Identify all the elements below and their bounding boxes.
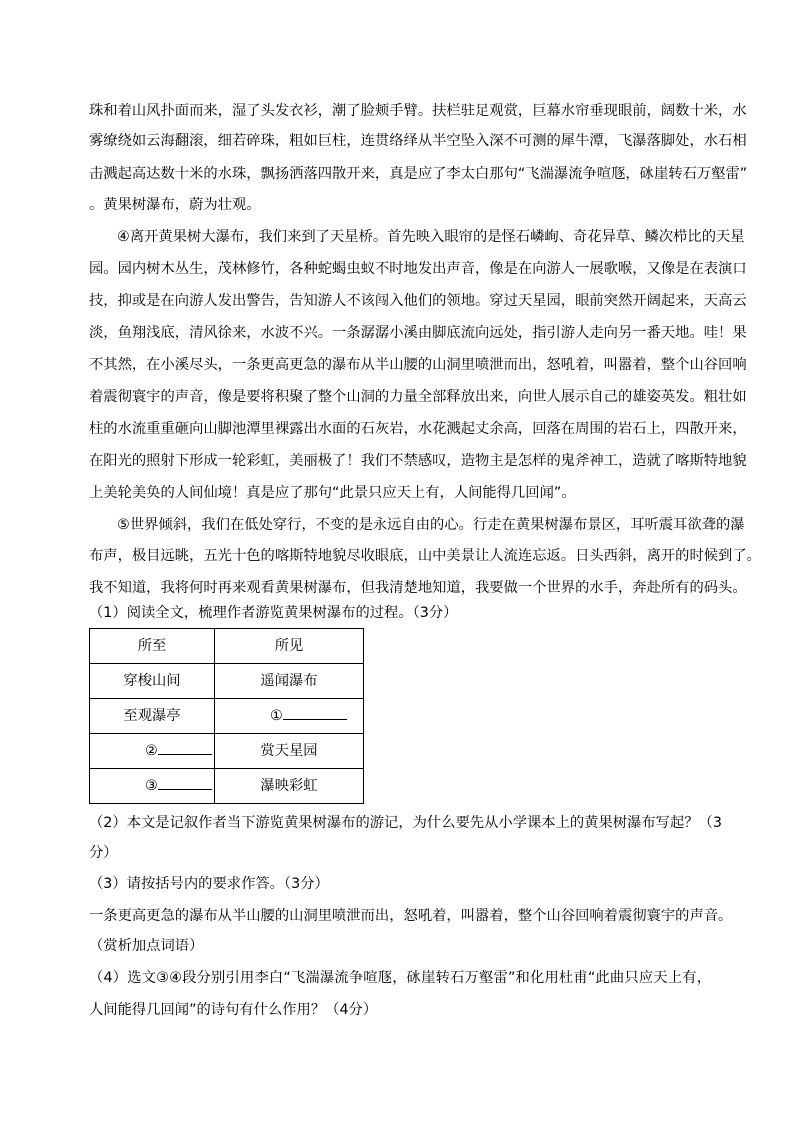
question-3: （3）请按括号内的要求作答。（3分） — [89, 876, 329, 892]
question-2-line: 分） — [89, 845, 118, 861]
table-row — [90, 664, 363, 699]
table-row — [90, 734, 363, 769]
header-cell-place: 所至 — [90, 629, 215, 663]
text-line: 技，抑或是在向游人发出警告，告知游人不该闯入他们的领地。穿过天星园，眼前突然开阔起来，天高云 — [89, 293, 747, 309]
table-cell: 瀑映彩虹 — [260, 778, 318, 794]
answer-blank-2[interactable] — [90, 734, 215, 768]
answer-blank-1[interactable] — [215, 699, 363, 733]
blank-underline — [158, 740, 212, 755]
text-line: 我不知道，我将何时再来观看黄果树瀑布，但我清楚地知道，我要做一个世界的水手，奔赴所有的码头。 — [89, 580, 747, 596]
blank-underline — [158, 775, 212, 790]
table-cell: 赏天星园 — [260, 743, 318, 759]
answer-blank-3[interactable] — [90, 769, 215, 804]
text-line: 上美轮美奂的人间仙境！真是应了那句“此景只应天上有，人间能得几回闻”。 — [89, 485, 576, 501]
table-header-row — [90, 629, 363, 664]
question-3-sentence: 一条更高更急的瀑布从半山腰的山洞里喷泄而出，怒吼着，叫嚣着，整个山谷回响着震彻寰宇的声音。 — [89, 908, 733, 924]
trip-table — [89, 628, 364, 804]
text-line: ⑤世界倾斜，我们在低处穿行，不变的是永远自由的心。行走在黄果树瀑布景区，耳听震耳欲聋的瀑 — [117, 517, 745, 533]
blank-underline — [283, 705, 347, 720]
text-line: 击溅起高达数十米的水珠，飘扬洒落四散开来，真是应了李太白那句“飞湍瀑流争喧豗，砯崖转石万壑雷” — [89, 166, 748, 182]
question-3-note: （赏析加点词语） — [89, 938, 204, 954]
table-cell: 至观瀑亭 — [90, 699, 215, 733]
table-cell: 穿梭山间 — [90, 664, 215, 698]
blank-marker: ③ — [145, 778, 158, 794]
text-line: ④离开黄果树大瀑布，我们来到了天星桥。首先映入眼帘的是怪石嶙峋、奇花异草、鳞次栉比的天星 — [117, 229, 745, 245]
question-4-line: （4）选文③④段分别引用李白“飞湍瀑流争喧豗，砯崖转石万壑雷”和化用杜甫“此曲只应天上有， — [89, 970, 711, 986]
question-1: （1）阅读全文，梳理作者游览黄果树瀑布的过程。（3分） — [89, 605, 458, 621]
blank-marker: ② — [145, 743, 158, 759]
text-line: 淡，鱼翔浅底，清风徐来，水波不兴。一条潺潺小溪由脚底流向远处，指引游人走向另一番天地。哇！果 — [89, 325, 747, 341]
text-line: 园。园内树木丛生，茂林修竹，各种蛇蝎虫蚁不时地发出声音，像是在向游人一展歌喉，又像是在表演口 — [89, 261, 747, 277]
text-line: 布声，极目远眺，五光十色的喀斯特地貌尽收眼底，山中美景让人流连忘返。日头西斜，离开的时候到了。 — [89, 548, 761, 564]
text-line: 珠和着山风扑面而来，湿了头发衣衫，潮了脸颊手臂。扶栏驻足观赏，巨幕水帘垂现眼前，阔数十米，水 — [89, 103, 747, 119]
text-line: 不其然，在小溪尽头，一条更高更急的瀑布从半山腰的山洞里喷泄而出，怒吼着，叫嚣着，整个山谷回响 — [89, 357, 747, 373]
text-line: 着震彻寰宇的声音，像是要将积聚了整个山洞的力量全部释放出来，向世人展示自己的雄姿英发。粗壮如 — [89, 389, 747, 405]
text-line: 雾缭绕如云海翻滚，细若碎珠，粗如巨柱，连贯络绎从半空坠入深不可测的犀牛潭，飞瀑落脚处，水石相 — [89, 133, 747, 149]
header-cell-seen: 所见 — [274, 638, 304, 654]
blank-marker: ① — [270, 708, 283, 724]
text-line: 。黄果树瀑布，蔚为壮观。 — [89, 197, 261, 213]
table-row — [90, 769, 363, 804]
table-row — [90, 699, 363, 734]
question-2-line: （2）本文是记叙作者当下游览黄果树瀑布的游记，为什么要先从小学课本上的黄果树瀑布写起？（3 — [89, 815, 722, 831]
text-line: 柱的水流重重砸向山脚池潭里裸露出水面的石灰岩，水花溅起丈余高，回落在周围的岩石上，四散开来， — [89, 421, 747, 437]
text-line: 在阳光的照射下形成一轮彩虹，美丽极了！我们不禁感叹，造物主是怎样的鬼斧神工，造就了喀斯特地貌 — [89, 453, 747, 469]
table-cell: 遥闻瀑布 — [260, 673, 318, 689]
question-4-line: 人间能得几回闻”的诗句有什么作用？（4分） — [89, 1002, 378, 1018]
